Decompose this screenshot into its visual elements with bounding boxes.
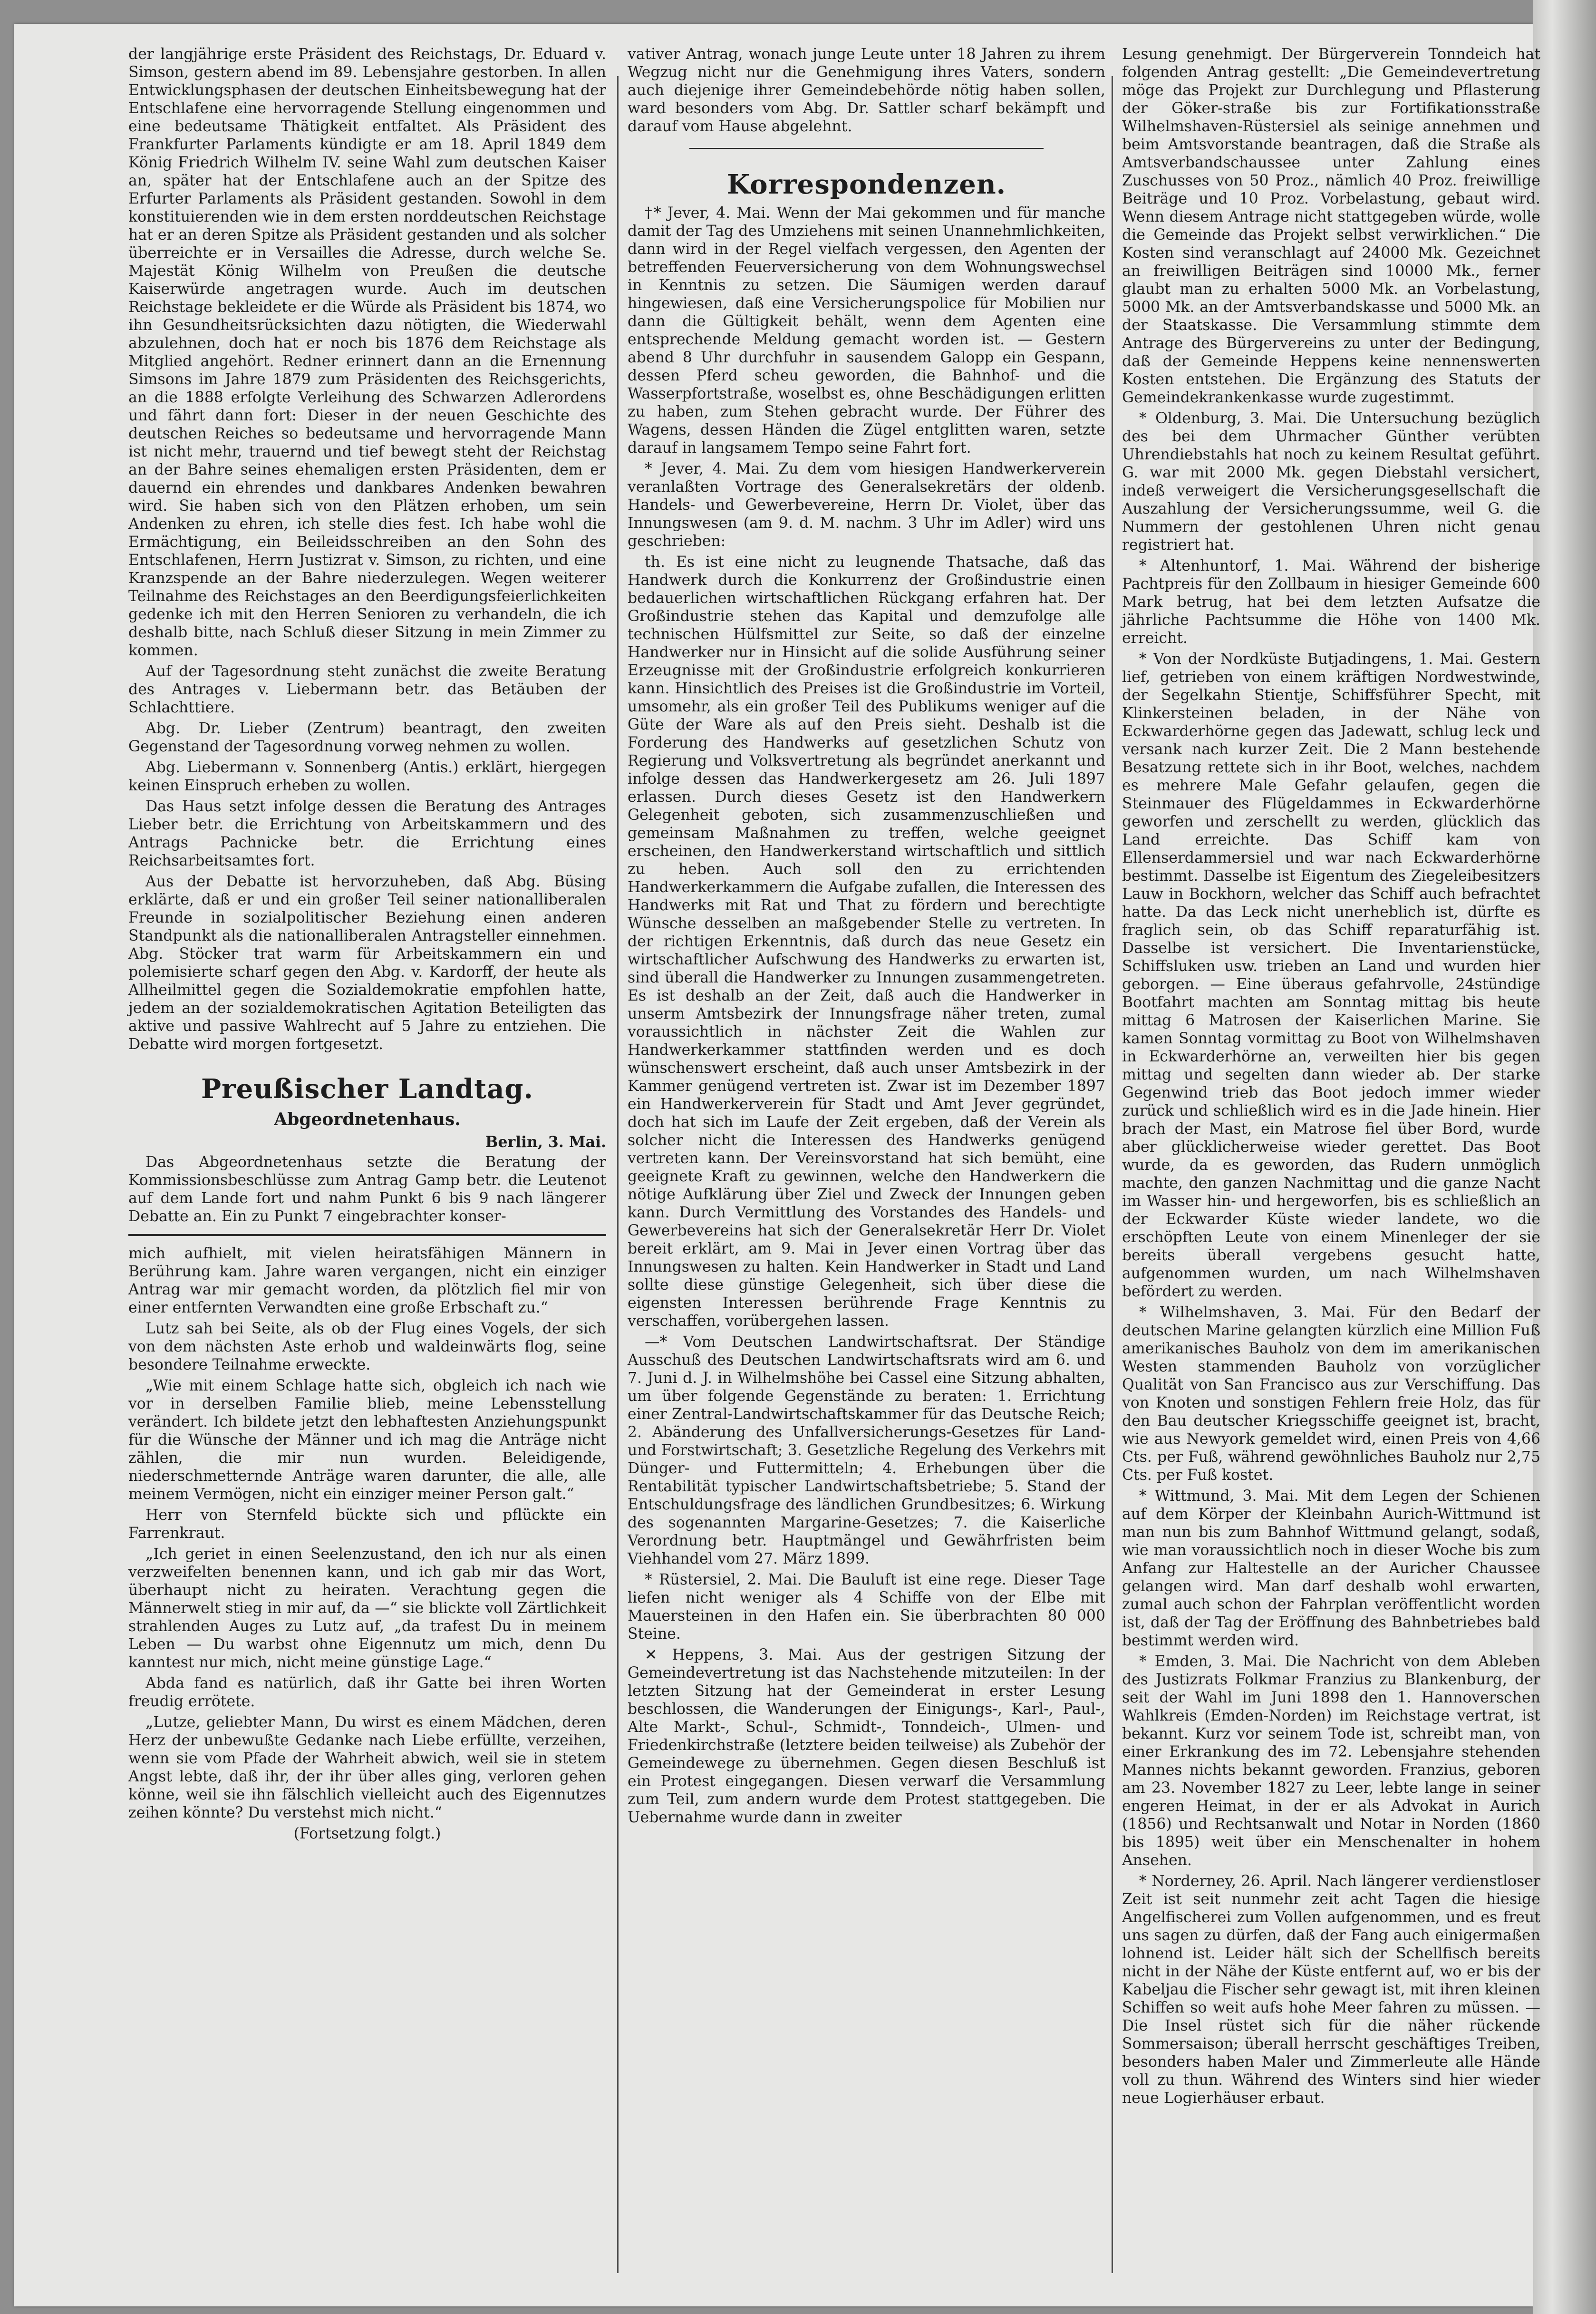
landtag-continuation: vativer Antrag, wonach junge Leute unter 18 Jahren zu ihrem Wegzug nicht nur die Genehmigung ihres Vaters, sondern auch diejenige ihrer Gemeindebehörde nötig haben sollen, ward besonders vom Abg. Dr. Sattler scharf bekämpft und darauf vom Hause abgelehnt. [628, 46, 1105, 135]
column-3 [1122, 45, 1540, 2110]
reichstag-paragraph: der langjährige erste Präsident des Reichstags, Dr. Eduard v. Simson, gestern abend im 89. Lebensjahre gestorben. In allen Entwicklungsphasen der deutschen Einheitsbewegung hat der Entschlafene eine hervorragende Stellung eingenommen und eine bedeutsame Thätigkeit entfaltet. Als Präsident des Frankfurter Parlaments kündigte er am 18. April 1849 dem König Friedrich Wilhelm IV. seine Wahl zum deutschen Kaiser an, später hat der Entschlafene auch an der Spitze des Erfurter Parlaments als Präsident gestanden. Sowohl in dem konstituierenden wie in dem ersten norddeutschen Reichstage hat er an deren Spitze als Präsident gestanden und als solcher überreichte er in Versailles die Adresse, durch welche Se. Majestät König Wilhelm von Preußen die deutsche Kaiserwürde angetragen wurde. Auch im deutschen Reichstage bekleidete er die Würde als Präsident bis 1874, wo ihn Gesundheitsrücksichten dazu nötigten, die Wiederwahl abzulehnen, doch hat er noch bis 1876 dem Reichstage als Mitglied angehört. Redner erinnert dann an die Ernennung Simsons im Jahre 1879 zum Präsidenten des Reichsgerichts, an die 1888 erfolgte Verleihung des Schwarzen Adlerordens und fährt dann fort: Dieser in der neuen Geschichte des deutschen Reiches so bedeutsame und hervorragende Mann ist nicht mehr, trauernd und tief bewegt steht der Reichstag an der Bahre seines ehemaligen ersten Präsidenten, dem er dauernd ein ehrendes und dankbares Andenken bewahren wird. Sie haben sich von den Plätzen erhoben, um sein Andenken zu ehren, ich stelle dies fest. Ich habe wohl die Ermächtigung, ein Beileidsschreiben an den Sohn des Entschlafenen, Herrn Justizrat v. Simson, zu richten, und eine Kranzspende an der Bahre niederzulegen. Wegen weiterer Teilnahme des Reichstages an den Beerdigungsfeierlichkeiten gedenke ich mit den Herren Senioren zu verhandeln, die ich deshalb bitte, nach Schluß dieser Sitzung in mein Zimmer zu kommen. [128, 46, 606, 659]
correspondence-item: —* Vom Deutschen Landwirtschaftsrat. Der Ständige Ausschuß des Deutschen Landwirtschaftsrats wird am 6. und 7. Juni d. J. in Wilhelmshöhe bei Cassel eine Sitzung abhalten, um über folgende Gegenstände zu beraten: 1. Errichtung einer Zentral-Landwirtschaftskammer für das Deutsche Reich; 2. Abänderung des Unfallversicherungs-Gesetzes für Land- und Forstwirtschaft; 3. Gesetzliche Regelung des Verkehrs mit Dünger- und Futtermitteln; 4. Erhebungen über die Rentabilität typischer Landwirtschaftsbetriebe; 5. Stand der Entschuldungsfrage des ländlichen Grundbesitzes; 6. Wirkung des sogenannten Margarine-Gesetzes; 7. die Kaiserliche Verordnung betr. Hauptmängel und Gewährfristen beim Viehhandel vom 27. März 1899. [628, 1333, 1105, 1567]
column-rule-1 [617, 76, 619, 2273]
column-rule-2 [1112, 76, 1113, 2273]
reichstag-paragraph: Auf der Tagesordnung steht zunächst die zweite Beratung des Antrages v. Liebermann betr. das Betäuben der Schlachttiere. [128, 663, 606, 716]
reichstag-paragraph: Aus der Debatte ist hervorzuheben, daß Abg. Büsing erklärte, daß er und ein großer Teil seiner nationalliberalen Freunde in sozialpolitischer Beziehung einen anderen Standpunkt als die nationalliberalen Antragsteller einnehmen. Abg. Stöcker trat warm für Arbeitskammern ein und polemisierte scharf gegen den Abg. v. Kardorff, der heute als Allheilmittel gegen die Sozialdemokratie empfohlen hatte, jedem an der sozialdemokratischen Agitation Beteiligten das aktive und passive Wahlrecht auf 5 Jahre zu entziehen. Die Debatte wird morgen fortgesetzt. [128, 873, 606, 1053]
feuilleton-paragraph: Lutz sah bei Seite, als ob der Flug eines Vogels, der sich von dem nächsten Aste erhob und waldeinwärts flog, seine besondere Teilnahme erweckte. [128, 1320, 606, 1373]
reichstag-paragraph: Abg. Liebermann v. Sonnenberg (Antis.) erklärt, hiergegen keinen Einspruch erheben zu wollen. [128, 759, 606, 794]
feuilleton-paragraph: mich aufhielt, mit vielen heiratsfähigen Männern in Berührung kam. Jahre waren vergangen, nicht ein einziger Antrag war mir gemacht worden, da plötzlich fiel mir von einer entfernten Verwandten eine große Erbschaft zu.“ [128, 1245, 606, 1316]
correspondence-item: ✕ Heppens, 3. Mai. Aus der gestrigen Sitzung der Gemeindevertretung ist das Nachstehende mitzuteilen: In der letzten Sitzung hat der Gemeinderat in erster Lesung beschlossen, die Wanderungen der Einigungs-, Karl-, Paul-, Alte Markt-, Schul-, Schmidt-, Tonndeich-, Ulmen- und Friedenkirchstraße (letztere beiden teilweise) als Zubehör der Gemeindewege zu übernehmen. Gegen diesen Beschluß ist ein Protest eingegangen. Diesen verwarf die Versammlung zum Teil, zum andern wurde dem Protest stattgegeben. Die Uebernahme wurde dann in zweiter [628, 1646, 1105, 1826]
feuilleton-paragraph: „Ich geriet in einen Seelenzustand, den ich nur als einen verzweifelten benennen kann, und ich gab mir das Wort, überhaupt nicht zu heiraten. Verachtung gegen die Männerwelt stieg in mir auf, da —“ sie blickte voll Zärtlichkeit strahlenden Auges zu Lutz auf, „da trafest Du in meinem Leben — Du warbst ohne Eigennutz um mich, denn Du kanntest nur mich, nicht meine günstige Lage.“ [128, 1546, 606, 1671]
correspondence-headline: Korrespondenzen. [726, 169, 1006, 200]
feuilleton-paragraph: Herr von Sternfeld bückte sich und pflückte ein Farrenkraut. [128, 1507, 606, 1542]
adjacent-page-edge [1533, 0, 1596, 2314]
landtag-paragraph: Das Abgeordnetenhaus setzte die Beratung der Kommissionsbeschlüsse zum Antrag Gamp betr. die Leutenot auf dem Lande fort und nahm Punkt 6 bis 9 nach längerer Debatte an. Ein zu Punkt 7 eingebrachter konser- [128, 1154, 606, 1225]
correspondence-item: * Altenhuntorf, 1. Mai. Während der bisherige Pachtpreis für den Zollbaum in hiesiger Gemeinde 600 Mark betrug, hat bei dem letzten Aufsatze die jährliche Pachtsumme die Höhe von 1400 Mk. erreicht. [1122, 557, 1540, 647]
correspondence-item: †* Jever, 4. Mai. Wenn der Mai gekommen und für manche damit der Tag des Umziehens mit seinen Unannehmlichkeiten, dann wird in der Regel vielfach vergessen, den Agenten der betreffenden Feuerversicherung von dem Wohnungswechsel in Kenntnis zu setzen. Die Säumigen werden darauf hingewiesen, daß eine Versicherungspolice für Mobilien nur dann die Gültigkeit behält, wenn dem Agenten eine entsprechende Meldung gemacht worden ist. — Gestern abend 8 Uhr durchfuhr in sausendem Galopp ein Gespann, dessen Pferd scheu geworden, die Bahnhof- und die Wasserpfortstraße, woselbst es, ohne Beschädigungen erlitten zu haben, zum Stehen gebracht wurde. Der Führer des Wagens, dessen Händen die Zügel entglitten waren, setzte darauf in langsamem Tempo seine Fahrt fort. [628, 204, 1105, 457]
correspondence-item: * Oldenburg, 3. Mai. Die Untersuchung bezüglich des bei dem Uhrmacher Günther verübten Uhrendiebstahls hat noch zu keinem Resultat geführt. G. war mit 2000 Mk. gegen Diebstahl versichert, indeß verweigert die Versicherungsgesellschaft die Auszahlung der Versicherungssumme, weil G. die Nummern der gestohlenen Uhren nicht genau registriert hat. [1122, 410, 1540, 554]
correspondence-item: * Wittmund, 3. Mai. Mit dem Legen der Schienen auf dem Körper der Kleinbahn Aurich-Wittmund ist man nun bis zum Bahnhof Wittmund gelangt, sodaß, wie man voraussichtlich noch in dieser Woche bis zum Anfang zur Haltestelle an der Auricher Chaussee gelangen wird. Man darf deshalb wohl erwarten, zumal auch schon der Fahrplan veröffentlicht worden ist, daß der Tag der Eröffnung des Bahnbetriebes bald bestimmt werden wird. [1122, 1488, 1540, 1649]
feuilleton-paragraph: Abda fand es natürlich, daß ihr Gatte bei ihren Worten freudig errötete. [128, 1675, 606, 1710]
correspondence-item: * Jever, 4. Mai. Zu dem vom hiesigen Handwerkerverein veranlaßten Vortrage des Generalsekretärs der oldenb. Handels- und Gewerbevereine, Herrn Dr. Violet, über das Innungswesen (am 9. d. M. nachm. 3 Uhr im Adler) wird uns geschrieben: [628, 460, 1105, 550]
correspondence-item: * Norderney, 26. April. Nach längerer verdienstloser Zeit ist seit nunmehr zeit acht Tagen die hiesige Angelfischerei zum Vollen aufgenommen, und es freut uns sagen zu dürfen, daß der Fang auch einigermaßen lohnend ist. Leider hält sich der Schellfisch bereits nicht in der Nähe der Küste entfernt auf, wo er bis der Kabeljau die Fischer sehr gewagt ist, mit ihren kleinen Schiffen so weit aufs hohe Meer fahren zu müssen. — Die Insel rüstet sich für die näher rückende Sommersaison; überall herrscht geschäftiges Treiben, besonders haben Maler und Zimmerleute alle Hände voll zu thun. Während des Winters sind hier wieder neue Logierhäuser erbaut. [1122, 1873, 1540, 2107]
feuilleton-paragraph: „Lutze, geliebter Mann, Du wirst es einem Mädchen, deren Herz der unbewußte Gedanke nach Liebe erfüllte, verzeihen, wenn sie vom Pfade der Wahrheit abwich, weil sie in stetem Angst lebte, daß ihr, der ihr über alles ging, verloren gehen könne, weil sie ihn fälschlich vielleicht auch des Eigennutzes zeihen könnte? Du verstehst mich nicht.“ [128, 1714, 606, 1821]
landtag-headline: Preußischer Landtag. [201, 1073, 534, 1105]
correspondence-item: * Emden, 3. Mai. Die Nachricht von dem Ableben des Justizrats Folkmar Franzius zu Blankenburg, der seit der Wahl im Juni 1898 den 1. Hannoverschen Wahlkreis (Emden-Norden) im Reichstage vertrat, ist bekannt. Kurz vor seinem Tode ist, schreibt man, von einer Erkrankung des im 72. Lebensjahre stehenden Mannes nichts bekannt geworden. Franzius, geboren am 23. November 1827 zu Leer, lebte lange in seiner engeren Heimat, in der er als Advokat in Aurich (1856) und Rechtsanwalt und Notar in Norden (1860 bis 1895) weit über ein Menschenalter in hohem Ansehen. [1122, 1653, 1540, 1869]
landtag-subheadline: Abgeordnetenhaus. [274, 1109, 461, 1129]
feuilleton-paragraph: „Wie mit einem Schlage hatte sich, obgleich ich nach wie vor in derselben Familie blieb, meine Lebensstellung verändert. Ich bildete jetzt den lebhaftesten Anziehungspunkt für die Wünsche der Männer und ich mag die Anträge nicht zählen, die mir nun wurden. Beleidigende, niederschmetternde Anträge waren darunter, die alle, alle meinem Vermögen, nicht ein einziger meiner Person galt.“ [128, 1377, 606, 1503]
reichstag-paragraph: Das Haus setzt infolge dessen die Beratung des Antrages Lieber betr. die Errichtung von Arbeitskammern und des Antrags Pachnicke betr. die Errichtung eines Reichsarbeitsamtes fort. [128, 798, 606, 869]
section-divider [689, 148, 1044, 149]
landtag-dateline: Berlin, 3. Mai. [485, 1133, 606, 1151]
column-1 [128, 45, 606, 1846]
correspondence-item: * Von der Nordküste Butjadingens, 1. Mai. Gestern lief, getrieben von einem kräftigen Nordwestwinde, der Segelkahn Stientje, Schiffsführer Specht, mit Klinkersteinen beladen, in der Nähe von Eckwarderhörne gegen das Jadewatt, schlug leck und versank nach kurzer Zeit. Die 2 Mann bestehende Besatzung rettete sich in ihr Boot, welches, nachdem es mehrere Male Gefahr gelaufen, gegen die Steinmauer des Flügeldammes in Eckwarderhörne geworfen und zerschellt zu werden, glücklich das Land erreichte. Das Schiff kam von Ellenserdammersiel und war nach Eckwarderhörne bestimmt. Dasselbe ist Eigentum des Ziegeleibesitzers Lauw in Bockhorn, welcher das Schiff auch befrachtet hatte. Da das Leck nicht unerheblich ist, dürfte es fraglich sein, ob das Schiff reparaturfähig ist. Dasselbe ist versichert. Die Inventarienstücke, Schiffsluken usw. trieben an Land und wurden hier geborgen. — Eine überaus gefahrvolle, 24stündige Bootfahrt machten am Sonntag mittag bis heute mittag 6 Matrosen der Kaiserlichen Marine. Sie kamen Sonntag vormittag zu Boot von Wilhelmshaven in Eckwarderhörne an, verweilten hier bis gegen mittag und segelten dann wieder ab. Der starke Gegenwind trieb das Boot jedoch immer wieder zurück und schließlich wird es in die Jade hinein. Hier brach der Mast, ein Matrose fiel über Bord, wurde aber glücklicherweise wieder gerettet. Das Boot wurde, da es geworden, das Rudern unmöglich machte, den ganzen Nachmittag und die ganze Nacht im Wasser hin- und hergeworfen, bis es schließlich an der Eckwarder Küste wieder landete, wo die erschöpften Leute von einem Minenleger der sie bereits überall vergebens gesucht hatte, aufgenommen wurden, um nach Wilhelmshaven befördert zu werden. [1122, 651, 1540, 1300]
correspondence-item: th. Es ist eine nicht zu leugnende Thatsache, daß das Handwerk durch die Konkurrenz der Großindustrie einen bedauerlichen wirtschaftlichen Rückgang erfahren hat. Der Großindustrie stehen das Kapital und demzufolge alle technischen Hülfsmittel zur Seite, so daß der einzelne Handwerker nur in Hinsicht auf die solide Ausführung seiner Erzeugnisse mit der Großindustrie erfolgreich konkurrieren kann. Hinsichtlich des Preises ist die Großindustrie im Vorteil, umsomehr, als ein großer Teil des Publikums weniger auf die Güte der Ware als auf den Preis sieht. Deshalb ist die Forderung des Handwerks auf gesetzlichen Schutz von Regierung und Volksvertretung als begründet anerkannt und infolge dessen das Handwerkergesetz am 26. Juli 1897 erlassen. Durch dieses Gesetz ist den Handwerkern Gelegenheit geboten, sich zusammenzuschließen und gemeinsam Maßnahmen zu treffen, welche geeignet erscheinen, den Handwerkerstand wirtschaftlich und sittlich zu heben. Auch soll den zu errichtenden Handwerkerkammern die Aufgabe zufallen, die Interessen des Handwerks mit Rat und That zu fördern und berechtigte Wünsche desselben an maßgebender Stelle zu vertreten. In der richtigen Erkenntnis, daß durch das neue Gesetz ein wirtschaftlicher Aufschwung des Handwerks zu erwarten ist, sind überall die Handwerker zu Innungen zusammengetreten. Es ist deshalb an der Zeit, daß auch die Handwerker in unserm Amtsbezirk der Innungsfrage näher treten, zumal voraussichtlich in nächster Zeit die Wahlen zur Handwerkerkammer stattfinden werden und es doch wünschenswert erscheint, daß auch unser Amtsbezirk in der Kammer genügend vertreten ist. Zwar ist im Dezember 1897 ein Handwerkerverein für Stadt und Amt Jever gegründet, doch hat sich im Laufe der Zeit ergeben, daß der Verein als solcher nicht die Interessen des Handwerks genügend vertreten kann. Der Vereinsvorstand hat sich bemüht, eine geeignete Kraft zu gewinnen, welche den Handwerkern die nötige Aufklärung über Ziel und Zweck der Innungen geben kann. Durch Vermittlung des Vorstandes des Handels- und Gewerbevereins hat sich der Generalsekretär Herr Dr. Violet bereit erklärt, am 9. Mai in Jever einen Vortrag über das Innungswesen zu halten. Kein Handwerker in Stadt und Land sollte diese günstige Gelegenheit, sich über diese die eigensten Interessen berührende Frage Kenntnis zu verschaffen, vorübergehen lassen. [628, 554, 1105, 1330]
column-2 [628, 45, 1105, 1829]
correspondence-item: Lesung genehmigt. Der Bürgerverein Tonndeich hat folgenden Antrag gestellt: „Die Gemeindevertretung möge das Projekt zur Durchlegung und Pflasterung der Göker-straße bis zur Fortifikationsstraße Wilhelmshaven-Rüstersiel als seinige annehmen und beim Amtsvorstande beantragen, daß die Straße als Amtsverbandschaussee unter Zahlung eines Zuschusses von 50 Proz., nämlich 40 Proz. freiwillige Beiträge und 10 Proz. Vorbelastung, gebaut wird. Wenn diesem Antrage nicht stattgegeben würde, wolle die Gemeinde das Projekt selbst verwirklichen.“ Die Kosten sind veranschlagt auf 24000 Mk. Gezeichnet an freiwilligen Beiträgen sind 10000 Mk., ferner glaubt man zu erhalten 5000 Mk. an Vorbelastung, 5000 Mk. an der Amtsverbandskasse und 5000 Mk. an der Staatskasse. Die Versammlung stimmte dem Antrage des Bürgervereins zu unter der Bedingung, daß der Gemeinde Heppens keine nennenswerten Kosten entstehen. Die Ergänzung des Statuts der Gemeindekrankenkasse wurde zugestimmt. [1122, 46, 1540, 406]
correspondence-item: * Wilhelmshaven, 3. Mai. Für den Bedarf der deutschen Marine gelangten kürzlich eine Million Fuß amerikanisches Bauholz von dem im amerikanischen Westen stammenden Bauholz von vorzüglicher Qualität von San Francisco aus zur Verschiffung. Das von Knoten und sonstigen Fehlern freie Holz, das für den Bau deutscher Kriegsschiffe geeignet ist, bracht, wie aus Newyork gemeldet wird, einen Preis von 4,66 Cts. per Fuß, während gewöhnliches Bauholz nur 2,75 Cts. per Fuß kostet. [1122, 1304, 1540, 1484]
correspondence-item: * Rüstersiel, 2. Mai. Die Bauluft ist eine rege. Dieser Tage liefen nicht weniger als 4 Schiffe von der Elbe mit Mauersteinen in den Hafen ein. Sie überbrachten 80 000 Steine. [628, 1571, 1105, 1643]
reichstag-paragraph: Abg. Dr. Lieber (Zentrum) beantragt, den zweiten Gegenstand der Tagesordnung vorweg nehmen zu wollen. [128, 720, 606, 755]
continued-note: (Fortsetzung folgt.) [293, 1825, 441, 1842]
feuilleton-divider [128, 1234, 606, 1236]
